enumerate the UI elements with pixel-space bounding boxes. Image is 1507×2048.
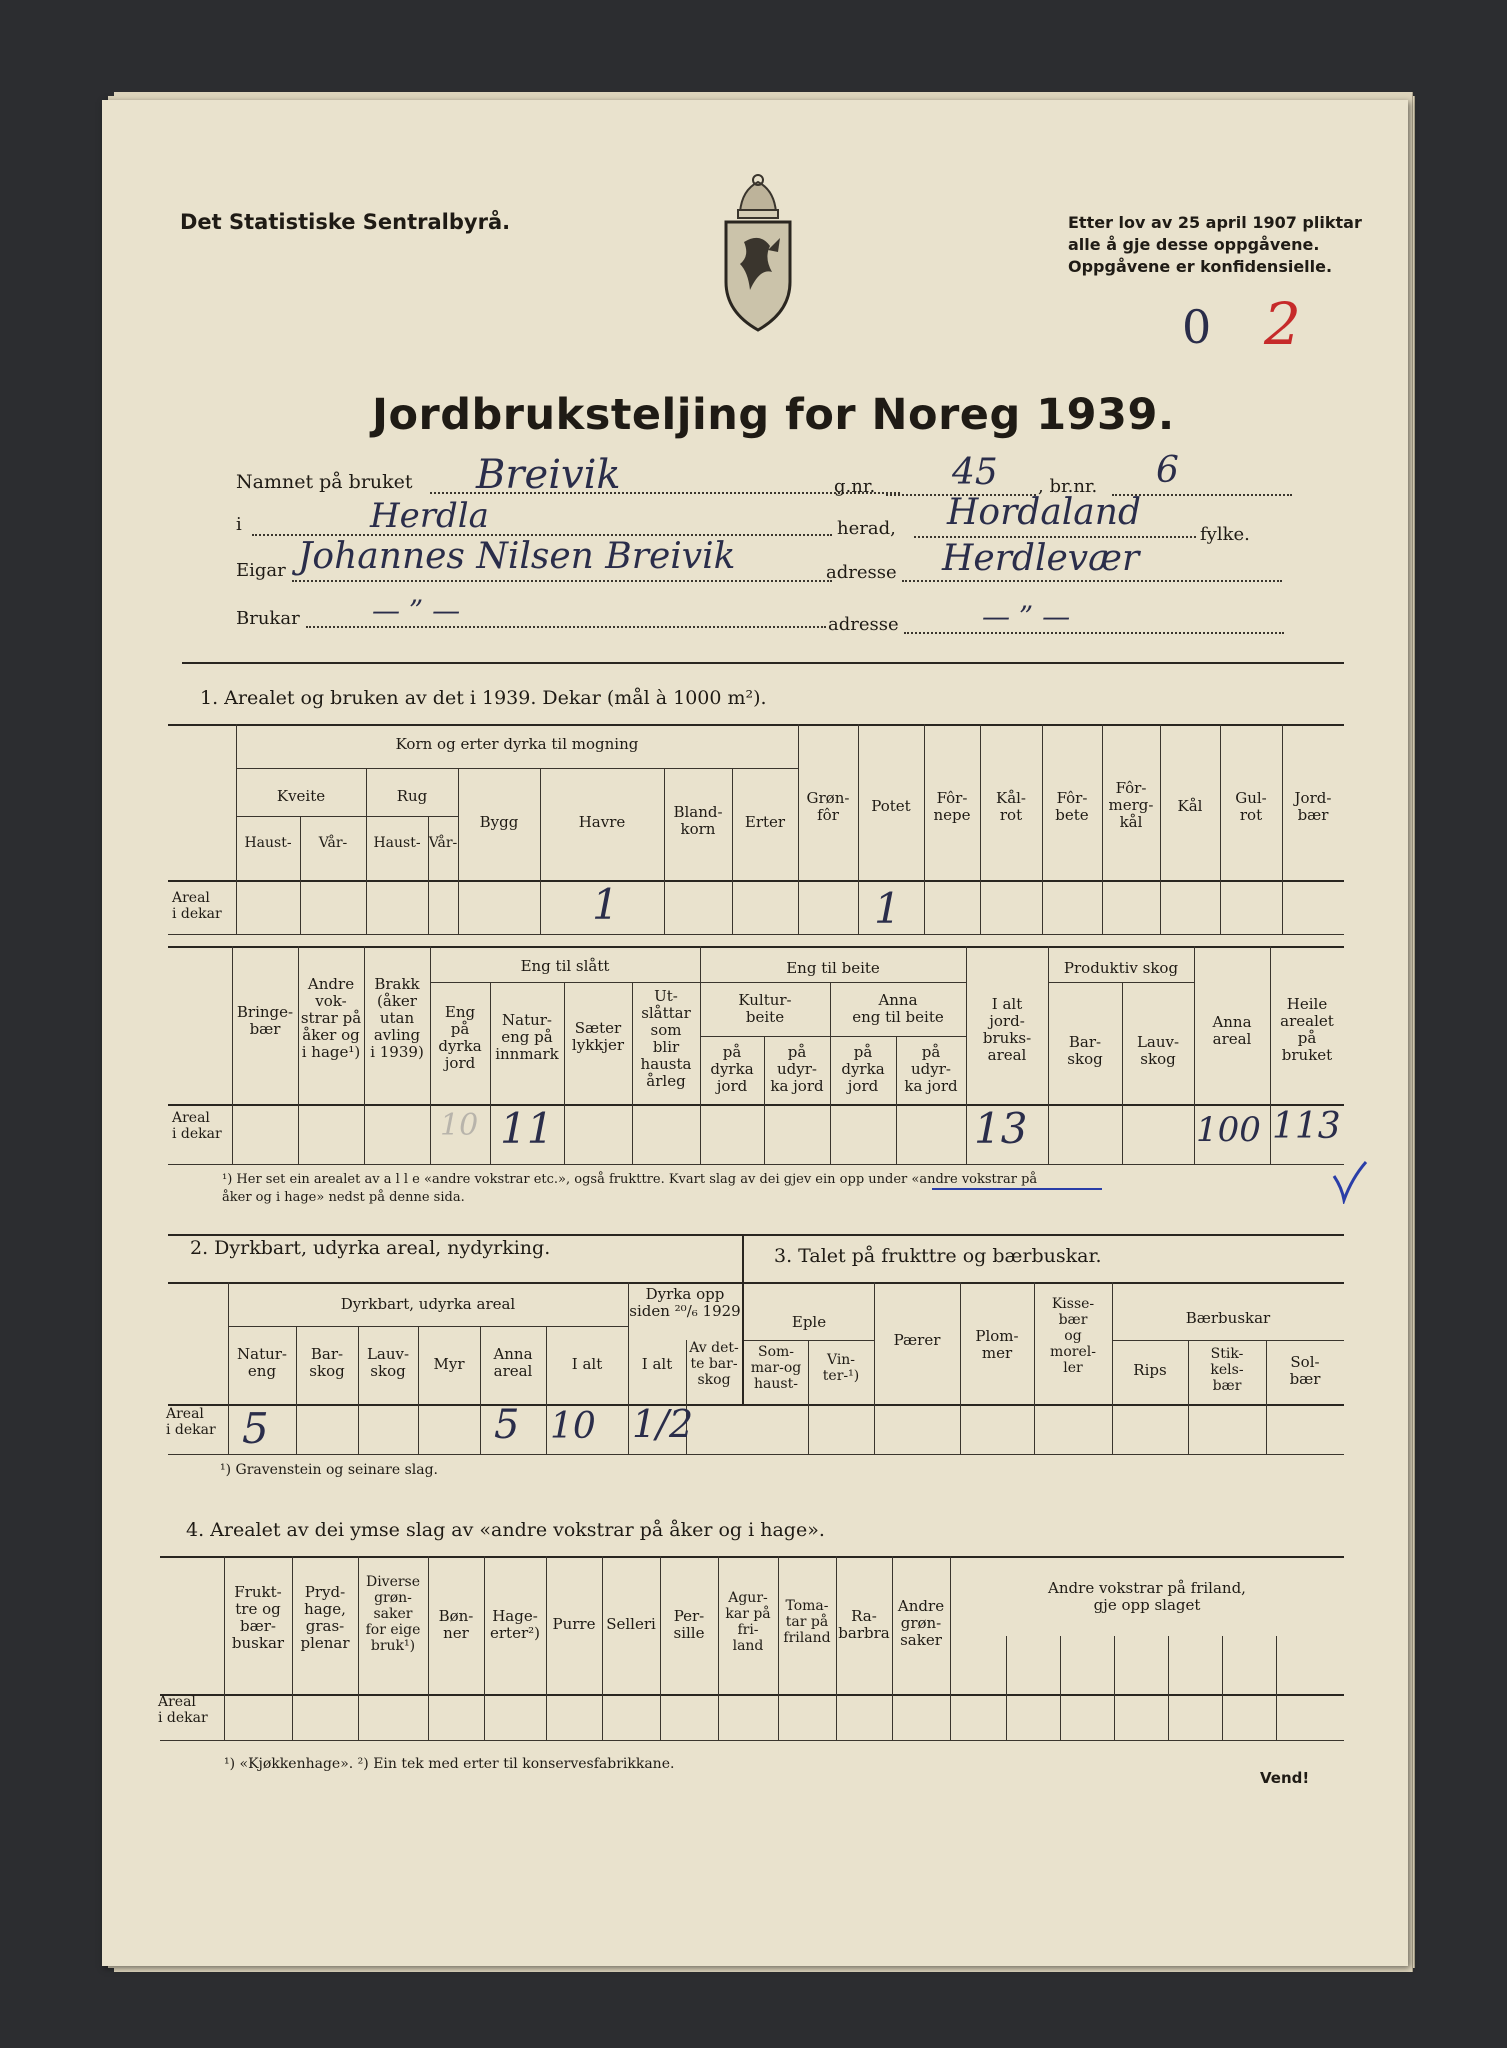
skog-rule — [1048, 982, 1194, 983]
t2-v15 — [1194, 946, 1195, 1164]
eigar-dotted-line — [292, 580, 832, 582]
andre-vokstrar-header: Andre vok- strar på åker og i hage¹) — [300, 975, 362, 1061]
t3-v6 — [546, 1326, 547, 1454]
heile-arealet-header: Heile arealet på bruket — [1280, 995, 1334, 1064]
barskog-col-header: Bar- skog — [309, 1345, 345, 1380]
korn-group-rule — [236, 768, 798, 769]
erter-header: Erter — [744, 813, 786, 831]
brukar-value: — ” — — [372, 594, 461, 627]
t4-v10 — [778, 1556, 779, 1740]
plommer-header: Plom- mer — [975, 1327, 1019, 1362]
t1-v4 — [428, 816, 429, 934]
table4-areal-label: Areal i dekar — [158, 1694, 208, 1726]
t3-v10 — [874, 1282, 875, 1454]
table3-top — [168, 1282, 1344, 1284]
section3-heading: 3. Talet på frukttre og bærbuskar. — [774, 1245, 1102, 1267]
bygg-header: Bygg — [479, 813, 519, 831]
produktiv-skog-header: Produktiv skog — [1063, 959, 1179, 977]
namnet-label: Namnet på bruket — [236, 471, 413, 493]
t1-v6 — [540, 768, 541, 934]
t1-v1 — [236, 724, 237, 934]
agurkar-col-header: Agur- kar på fri- land — [725, 1590, 771, 1654]
anna-dyrka-header: på dyrka jord — [841, 1043, 885, 1095]
header-rule — [182, 662, 1344, 664]
table2-bottom — [168, 1164, 1344, 1165]
table4-top — [160, 1556, 1344, 1558]
av-dette-barskog-col-header: Av det- te bar- skog — [689, 1340, 739, 1388]
herad-label: herad, — [837, 518, 896, 539]
brukar-label: Brukar — [236, 608, 300, 629]
vend-label: Vend! — [1260, 1769, 1310, 1787]
t1-v5 — [458, 768, 459, 934]
utslattar-header: Ut- slåttar som blir hausta årleg — [640, 987, 692, 1090]
t4-v8 — [660, 1556, 661, 1740]
law-notice-line3: Oppgåvene er konfidensielle. — [1068, 257, 1333, 276]
t4-v11 — [836, 1556, 837, 1740]
lauvskog-header: Lauv- skog — [1136, 1033, 1180, 1068]
t1-v15 — [1160, 724, 1161, 934]
table1-top — [168, 724, 1344, 726]
tomatar-col-header: Toma- tar på friland — [783, 1598, 831, 1646]
table2-areal-label: Areal i dekar — [172, 1110, 222, 1142]
section2-top-rule — [168, 1234, 1344, 1236]
t4-v17 — [1168, 1636, 1169, 1740]
section2-footnote: ¹) Gravenstein og seinare slag. — [220, 1462, 438, 1478]
t2-v1 — [232, 946, 233, 1164]
eng-beite-header: Eng til beite — [786, 959, 880, 977]
t1-v17 — [1282, 724, 1283, 934]
t1-v8 — [732, 768, 733, 934]
dyrka-i-alt-col-header: I alt — [641, 1355, 673, 1373]
fylke-name-value: Hordaland — [947, 492, 1141, 533]
table2-eng-dyrka-value[interactable]: 10 — [440, 1108, 479, 1143]
barskog-header: Bar- skog — [1067, 1033, 1103, 1068]
jordbaer-header: Jord- bær — [1294, 789, 1332, 824]
hageerter-col-header: Hage- erter²) — [490, 1607, 540, 1642]
coat-of-arms-icon — [720, 172, 796, 334]
census-form-page — [102, 100, 1408, 1966]
fornepe-header: Fôr- nepe — [933, 789, 971, 824]
eigar-adresse-value: Herdlevær — [942, 538, 1140, 579]
eple-header: Eple — [791, 1313, 827, 1331]
blue-check-icon — [1330, 1158, 1370, 1204]
table1-header-bottom — [168, 880, 1344, 882]
table2-ialt-value[interactable]: 13 — [974, 1104, 1028, 1153]
brakk-header: Brakk (åker utan avling i 1939) — [370, 975, 424, 1061]
bonner-col-header: Bøn- ner — [438, 1607, 474, 1642]
rips-header: Rips — [1133, 1361, 1167, 1379]
office-name: Det Statistiske Sentralbyrå. — [180, 210, 511, 234]
t2-v6 — [564, 982, 565, 1164]
t2-v5 — [490, 982, 491, 1164]
t2-v14 — [1122, 982, 1123, 1164]
gronfor-header: Grøn- fôr — [806, 789, 850, 824]
law-notice-line2: alle å gje desse oppgåvene. — [1068, 235, 1320, 254]
t1-v11 — [924, 724, 925, 934]
dyrka-opp-header: Dyrka opp siden ²⁰/₆ 1929 — [629, 1285, 741, 1320]
t4-v19 — [1276, 1636, 1277, 1740]
diverse-gronsaker-col-header: Diverse grøn- saker for eige bruk¹) — [365, 1574, 421, 1654]
korn-group-header: Korn og erter dyrka til mogning — [395, 735, 639, 753]
kveite-var-header: Vår- — [318, 835, 348, 851]
gnr-label: g.nr. — [834, 476, 876, 497]
formergkal-header: Fôr- merg- kål — [1108, 779, 1154, 831]
t4-v7 — [602, 1556, 603, 1740]
potet-header: Potet — [871, 797, 911, 815]
kulturbeite-header: Kultur- beite — [738, 991, 792, 1026]
rug-var-header: Vår- — [428, 835, 458, 851]
section2-heading: 2. Dyrkbart, udyrka areal, nydyrking. — [190, 1237, 551, 1259]
forbete-header: Fôr- bete — [1055, 789, 1089, 824]
kveite-haust-header: Haust- — [244, 835, 292, 851]
brukar-adresse-value: — ” — — [982, 600, 1071, 633]
andre-friland-header: Andre vokstrar på friland, gje opp slaget — [1048, 1579, 1246, 1614]
kultur-udyrka-header: på udyr- ka jord — [770, 1043, 824, 1095]
lauvskog-col-header: Lauv- skog — [366, 1345, 410, 1380]
brukar-adresse-label: adresse — [828, 614, 899, 635]
eple-rule — [744, 1340, 874, 1341]
fylke-label: fylke. — [1200, 524, 1250, 545]
eng-beite-rule — [700, 982, 966, 983]
anna-eng-beite-header: Anna eng til beite — [852, 991, 944, 1026]
anna-areal-col-header: Anna areal — [493, 1345, 533, 1380]
persille-col-header: Per- sille — [673, 1607, 705, 1642]
table3-header-bottom — [168, 1404, 1344, 1406]
t3-v4 — [418, 1326, 419, 1454]
table2-heile-value[interactable]: 113 — [1272, 1106, 1341, 1147]
form-title: Jordbruksteljing for Noreg 1939. — [372, 390, 1175, 440]
dyrkbart-group-header: Dyrkbart, udyrka areal — [340, 1295, 516, 1313]
law-notice-line1: Etter lov av 25 april 1907 pliktar — [1068, 213, 1362, 232]
t4-v14 — [1006, 1636, 1007, 1740]
t4-v5 — [484, 1556, 485, 1740]
brnr-label: , br.nr. — [1038, 476, 1098, 497]
blandkorn-header: Bland- korn — [673, 803, 723, 838]
section1-footnote-line2: åker og i hage» nedst på denne sida. — [222, 1190, 465, 1205]
table3-areal-label: Areal i dekar — [166, 1406, 216, 1438]
eng-slatt-rule — [430, 982, 700, 983]
kveite-header: Kveite — [276, 787, 326, 805]
anna-areal-header: Anna areal — [1212, 1013, 1252, 1048]
rug-header: Rug — [396, 787, 428, 805]
eigar-label: Eigar — [236, 560, 286, 581]
havre-header: Havre — [578, 813, 626, 831]
brukar-adresse-dotted-line — [904, 632, 1284, 634]
t4-v15 — [1060, 1636, 1061, 1740]
t1-v16 — [1220, 724, 1221, 934]
t3-v11 — [960, 1282, 961, 1454]
rug-haust-header: Haust- — [373, 835, 421, 851]
table2-top — [168, 946, 1344, 948]
kal-header: Kål — [1177, 797, 1203, 815]
purre-col-header: Purre — [552, 1615, 596, 1633]
kalrot-header: Kål- rot — [995, 789, 1026, 824]
table3-dyrka-value[interactable]: 1/2 — [632, 1402, 694, 1446]
i-alt-col-header: I alt — [571, 1355, 603, 1373]
kissebaer-header: Kisse- bær og morel- ler — [1050, 1296, 1096, 1376]
table4-bottom — [160, 1740, 1344, 1741]
t1-v10 — [858, 724, 859, 934]
anna-udyrka-header: på udyr- ka jord — [904, 1043, 958, 1095]
frukttre-col-header: Frukt- tre og bær- buskar — [231, 1583, 285, 1652]
t1-v7 — [664, 768, 665, 934]
eng-dyrka-header: Eng på dyrka jord — [438, 1003, 482, 1072]
t4-v4 — [428, 1556, 429, 1740]
brnr-value: 6 — [1156, 450, 1179, 491]
paerer-header: Pærer — [893, 1331, 941, 1349]
table2-naturleg-value[interactable]: 11 — [500, 1104, 554, 1153]
stikkelsbaer-header: Stik- kels- bær — [1210, 1346, 1244, 1394]
blue-underline-mark — [932, 1188, 1102, 1190]
t4-v18 — [1222, 1636, 1223, 1740]
saeter-header: Sæter lykkjer — [571, 1019, 625, 1054]
gulrot-header: Gul- rot — [1235, 789, 1267, 824]
section1-footnote: ¹) Her set ein arealet av a l l e «andre vokstrar etc.», også frukttre. Kvart slag av dei gjev ein opp under «andre vokstrar på — [222, 1172, 1038, 1187]
i-alt-jordbruk-header: I alt jord- bruks- areal — [982, 995, 1032, 1064]
eigar-value: Johannes Nilsen Breivik — [298, 536, 736, 577]
t4-v16 — [1114, 1636, 1115, 1740]
t1-v13 — [1042, 724, 1043, 934]
andre-gronsaker-col-header: Andre grøn- saker — [897, 1597, 945, 1649]
kultur-dyrka-header: på dyrka jord — [710, 1043, 754, 1095]
natureng-col-header: Natur- eng — [237, 1345, 287, 1380]
selleri-col-header: Selleri — [606, 1615, 656, 1633]
table1-bottom — [168, 934, 1344, 935]
table2-anna-value[interactable]: 100 — [1196, 1110, 1261, 1150]
sommar-eple-header: Som- mar-og haust- — [750, 1344, 802, 1392]
section1-heading: 1. Arealet og bruken av det i 1939. Dekar (mål à 1000 m²). — [200, 687, 767, 709]
table3-natureng-value[interactable]: 5 — [242, 1404, 269, 1453]
table1-potet-value[interactable]: 1 — [874, 884, 901, 933]
gnr-value: 45 — [952, 452, 998, 493]
table2-header-bottom — [168, 1104, 1344, 1106]
section4-heading: 4. Arealet av dei ymse slag av «andre vokstrar på åker og i hage». — [186, 1519, 825, 1541]
section4-footnote: ¹) «Kjøkkenhage». ²) Ein tek med erter til konservesfabrikkane. — [224, 1756, 675, 1772]
beite-sub-rule — [700, 1036, 966, 1037]
red-pen-mark: 2 — [1264, 290, 1301, 358]
table4-header-bottom — [160, 1694, 1344, 1696]
rabarbra-col-header: Ra- barbra — [838, 1607, 890, 1642]
myr-col-header: Myr — [433, 1355, 465, 1373]
t1-v12 — [980, 724, 981, 934]
table3-anna-value[interactable]: 5 — [494, 1402, 520, 1448]
table3-ialt-value[interactable]: 10 — [550, 1406, 596, 1447]
vinter-eple-header: Vin- ter-¹) — [822, 1352, 860, 1384]
bringebaer-header: Bringe- bær — [236, 1003, 294, 1038]
law-notice — [1068, 212, 1362, 278]
i-label: i — [236, 514, 242, 535]
kveite-rug-rule — [236, 816, 458, 817]
eigar-adresse-dotted-line — [902, 580, 1282, 582]
dyrkbart-group-rule — [228, 1326, 628, 1327]
solbaer-header: Sol- bær — [1289, 1353, 1321, 1388]
table1-areal-label: Areal i dekar — [172, 890, 222, 922]
table3-bottom — [168, 1454, 1344, 1455]
herad-name-value: Herdla — [370, 496, 489, 536]
table1-havre-value[interactable]: 1 — [592, 880, 619, 929]
t4-v6 — [546, 1556, 547, 1740]
eng-slatt-header: Eng til slått — [520, 957, 610, 975]
naturleg-eng-header: Natur- eng på innmark — [495, 1011, 559, 1063]
baerbuskar-rule — [1112, 1340, 1344, 1341]
t1-v2 — [300, 816, 301, 934]
prydhage-col-header: Pryd- hage, gras- plenar — [300, 1583, 350, 1652]
namnet-value: Breivik — [476, 452, 621, 498]
eigar-adresse-label: adresse — [826, 562, 897, 583]
t1-v9 — [798, 724, 799, 934]
baerbuskar-header: Bærbuskar — [1185, 1309, 1271, 1327]
circle-mark: 0 — [1182, 300, 1212, 354]
